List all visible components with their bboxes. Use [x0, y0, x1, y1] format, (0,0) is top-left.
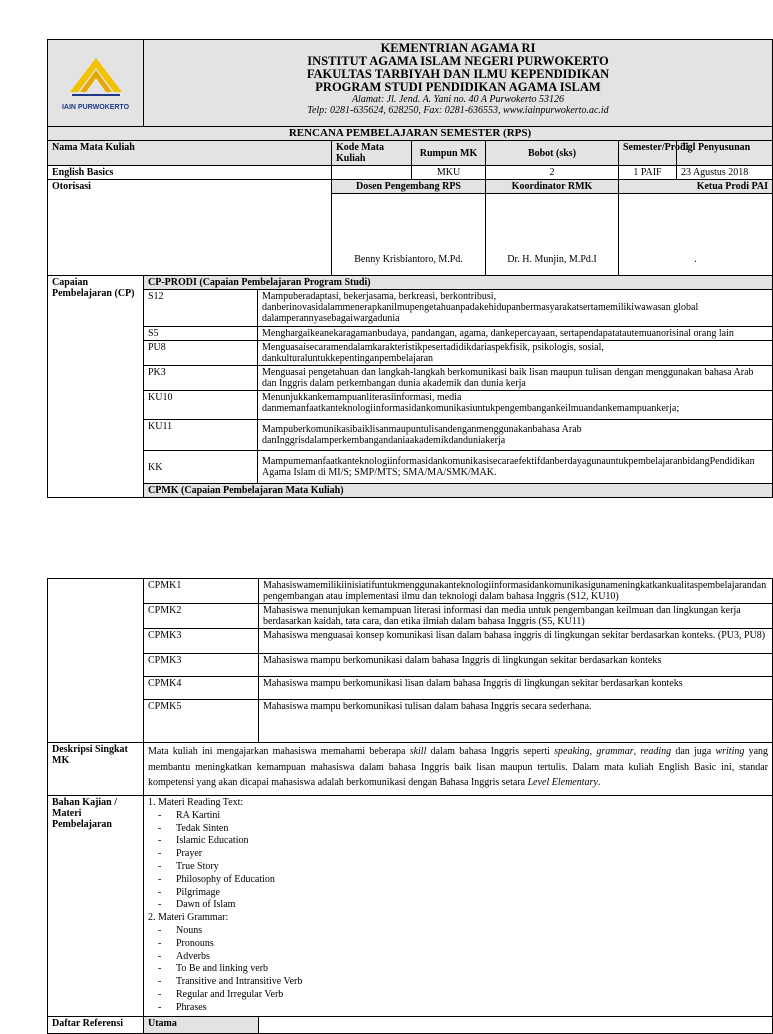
semester-header: Semester/Prodi: [619, 141, 677, 166]
list-item: - Adverbs: [158, 951, 768, 964]
institute-title: INSTITUT AGAMA ISLAM NEGERI PURWOKERTO: [307, 54, 609, 68]
cpmk-code: CPMK3: [144, 654, 259, 677]
faculty-title: FAKULTAS TARBIYAH DAN ILMU KEPENDIDIKAN: [306, 67, 610, 81]
cp-prodi-header: CP-PRODI (Capaian Pembelajaran Program Studi): [144, 276, 773, 290]
cpmk-text: Mahasiswa mampu berkomunikasi dalam bahasa Inggris di lingkungan sekitar berdasarkan konteks: [259, 654, 773, 677]
cp-text: Menghargaikeanekaragamanbudaya, pandangan, agama, dankepercayaan, sertapendapatatautemuanorisinal orang lain: [258, 327, 773, 341]
ministry-title: KEMENTRIAN AGAMA RI: [380, 41, 536, 55]
referensi-label: Daftar Referensi: [48, 1016, 144, 1033]
desc-skill: skill: [409, 746, 427, 757]
cp-text: Mampuberadaptasi, bekerjasama, berkreasi, berkontribusi, danberinovasidalammenerapkanilmupengetahuanpadakehidupanbermasyarakatsertamemilikiwawasan global dalamperannyasebagaiwargadunia: [258, 290, 773, 327]
tgl-value: 23 Agustus 2018: [677, 166, 773, 180]
koordinator-name: Dr. H. Munjin, M.Pd.I: [486, 194, 619, 276]
semester-value: 1 PAIF: [619, 166, 677, 180]
grammar-list: [148, 925, 768, 1015]
desc-part: yang membantu meningkatkan kemampuan mahasiswa dalam bahasa Inggris baik lisan maupun tertulis. Dalam mata kuliah English Basic ini, standar kompetensi yang akan dicapai mahasiswa adalah berkomunikasi dengan Bahasa Inggris setara: [148, 746, 769, 788]
phone-text: Telp: 0281-635624, 628250, Fax: 0281-636553, www.iainpurwokerto.ac.id: [307, 105, 609, 116]
doc-title: RENCANA PEMBELAJARAN SEMESTER (RPS): [48, 127, 773, 141]
cpmk-left-blank: [48, 579, 144, 743]
cpmk-code: CPMK3: [144, 629, 259, 654]
list-item: - To Be and linking verb: [158, 963, 768, 976]
desc-reading: reading: [640, 746, 672, 757]
desc-level: Level Elementary: [527, 777, 598, 788]
cp-code: PU8: [144, 341, 258, 366]
list-item: - Nouns: [158, 925, 768, 938]
course-code-header: Kode Mata Kuliah: [332, 141, 412, 166]
list-item: - Philosophy of Education: [158, 874, 768, 887]
list-item: - True Story: [158, 861, 768, 874]
desc-grammar: grammar: [596, 746, 634, 757]
course-code: [332, 166, 412, 180]
dosen-header: Dosen Pengembang RPS: [332, 180, 486, 194]
ketua-name: .: [619, 194, 773, 276]
cpmk-text: Mahasiswamemilikiinisiatifuntukmenggunakanteknologiinformasidankomunikasigunameningkatkankualitaspembelajarandan pengembangan atau implementasi ilmu dan teknologi dalam bahasa Inggris (S12, KU10): [259, 579, 773, 604]
rps-content-table: [47, 578, 773, 1034]
cpmk-header: CPMK (Capaian Pembelajaran Mata Kuliah): [144, 484, 773, 498]
desc-part: Mata kuliah ini mengajarkan mahasiswa memahami beberapa: [148, 746, 410, 757]
cpmk-text: Mahasiswa mampu berkomunikasi tulisan dalam bahasa Inggris secara sederhana.: [259, 700, 773, 743]
course-name-header: Nama Mata Kuliah: [48, 141, 332, 166]
desc-speaking: speaking: [554, 746, 590, 757]
bobot-header: Bobot (sks): [486, 141, 619, 166]
cp-code: S5: [144, 327, 258, 341]
dosen-name: Benny Krisbiantoro, M.Pd.: [332, 194, 486, 276]
cp-text: Mampuberkomunikasibaiklisanmaupuntulisandenganmenggunakanbahasa Arab danInggrisdalamperkembangandaniaakademikdanduniakerja: [258, 420, 773, 451]
program-title: PROGRAM STUDI PENDIDIKAN AGAMA ISLAM: [315, 80, 601, 94]
cpmk-code: CPMK5: [144, 700, 259, 743]
cpmk-text: Mahasiswa mampu berkomunikasi lisan dalam bahasa Inggris di lingkungan sekitar berdasarkan konteks: [259, 677, 773, 700]
iain-logo: [48, 40, 143, 126]
cp-text: Menunjukkankemampuanliterasiinformasi, media danmemanfaatkanteknologiinformasidankomunikasiuntukpengembangankeilmuandankemampuankerja;: [258, 391, 773, 420]
list-item: - Phrases: [158, 1002, 768, 1015]
rumpun-header: Rumpun MK: [412, 141, 486, 166]
cp-code: PK3: [144, 366, 258, 391]
cp-code: KK: [144, 451, 258, 484]
cp-code: KU11: [144, 420, 258, 451]
cp-text: Menguasai pengetahuan dan langkah-langkah berkomunikasi baik lisan maupun tulisan dengan menggunakan bahasa Arab dan Inggris dalam perkembangan dunia akademik dan dunia kerja: [258, 366, 773, 391]
referensi-utama: Utama: [144, 1016, 259, 1033]
cp-text: MampumemanfaatkanteknologiinformasidankomunikasisecaraefektifdanberdayagunauntukpembelajaranbidangPendidikan Agama Islam di MI/S; SMP/MTS; SMA/MA/SMK/MAK.: [258, 451, 773, 484]
desc-part: ,: [633, 746, 641, 757]
grammar-group-title: 2. Materi Grammar:: [148, 912, 229, 924]
ketua-header: Ketua Prodi PAI: [619, 180, 773, 194]
logo-cell: [48, 40, 144, 127]
mountain-logo-icon: [64, 54, 128, 100]
cp-text: Menguasaisecaramendalamkarakteristikpesertadidikdariaspekfisik, psikologis, sosial, dankulturaluntukkepentinganpembelajaran: [258, 341, 773, 366]
tgl-header: Tgl Penyusunan: [677, 141, 773, 166]
reading-group-title: 1. Materi Reading Text:: [148, 797, 244, 808]
list-item: - Regular and Irregular Verb: [158, 989, 768, 1002]
deskripsi-label: Deskripsi Singkat MK: [48, 743, 144, 796]
list-item: - Prayer: [158, 848, 768, 861]
desc-part: ,: [589, 746, 597, 757]
bobot-value: 2: [486, 166, 619, 180]
list-item: - Transitive and Intransitive Verb: [158, 976, 768, 989]
cp-label: Capaian Pembelajaran (CP): [48, 276, 144, 498]
referensi-blank: [259, 1016, 773, 1033]
desc-part: dan juga: [671, 746, 716, 757]
list-item: - Dawn of Islam: [158, 899, 768, 912]
deskripsi-text: [144, 743, 773, 796]
bahan-label: Bahan Kajian / Materi Pembelajaran: [48, 796, 144, 1017]
cpmk-code: CPMK2: [144, 604, 259, 629]
address-text: Alamat: Jl. Jend. A. Yani no. 40 A Purwokerto 53126: [351, 94, 565, 105]
institution-header: [144, 40, 773, 127]
cpmk-code: CPMK1: [144, 579, 259, 604]
list-item: - Islamic Education: [158, 835, 768, 848]
desc-writing: writing: [715, 746, 745, 757]
bahan-content: [144, 796, 773, 1017]
reading-list: [148, 810, 768, 912]
rumpun-value: MKU: [412, 166, 486, 180]
cpmk-text: Mahasiswa menunjukan kemampuan literasi informasi dan media untuk pengembangan keilmuan dan lingkungan kerja berdasarkan kaidah, tata cara, dan etika ilmiah dalam bahasa Inggris (S5, KU11): [259, 604, 773, 629]
logo-text: IAIN PURWOKERTO: [61, 103, 130, 111]
rps-header-table: [47, 39, 773, 498]
desc-part: dalam bahasa Inggris seperti: [426, 746, 555, 757]
desc-part: .: [597, 777, 601, 788]
list-item: - RA Kartini: [158, 810, 768, 823]
list-item: - Pronouns: [158, 938, 768, 951]
cp-code: S12: [144, 290, 258, 327]
cp-code: KU10: [144, 391, 258, 420]
cpmk-text: Mahasiswa menguasai konsep komunikasi lisan dalam bahasa inggris di lingkungan sekitar berdasarkan konteks. (PU3, PU8): [259, 629, 773, 654]
cpmk-code: CPMK4: [144, 677, 259, 700]
course-name: English Basics: [48, 166, 332, 180]
koordinator-header: Koordinator RMK: [486, 180, 619, 194]
list-item: - Pilgrimage: [158, 887, 768, 900]
otorisasi-label: Otorisasi: [48, 180, 332, 276]
list-item: - Tedak Sinten: [158, 823, 768, 836]
